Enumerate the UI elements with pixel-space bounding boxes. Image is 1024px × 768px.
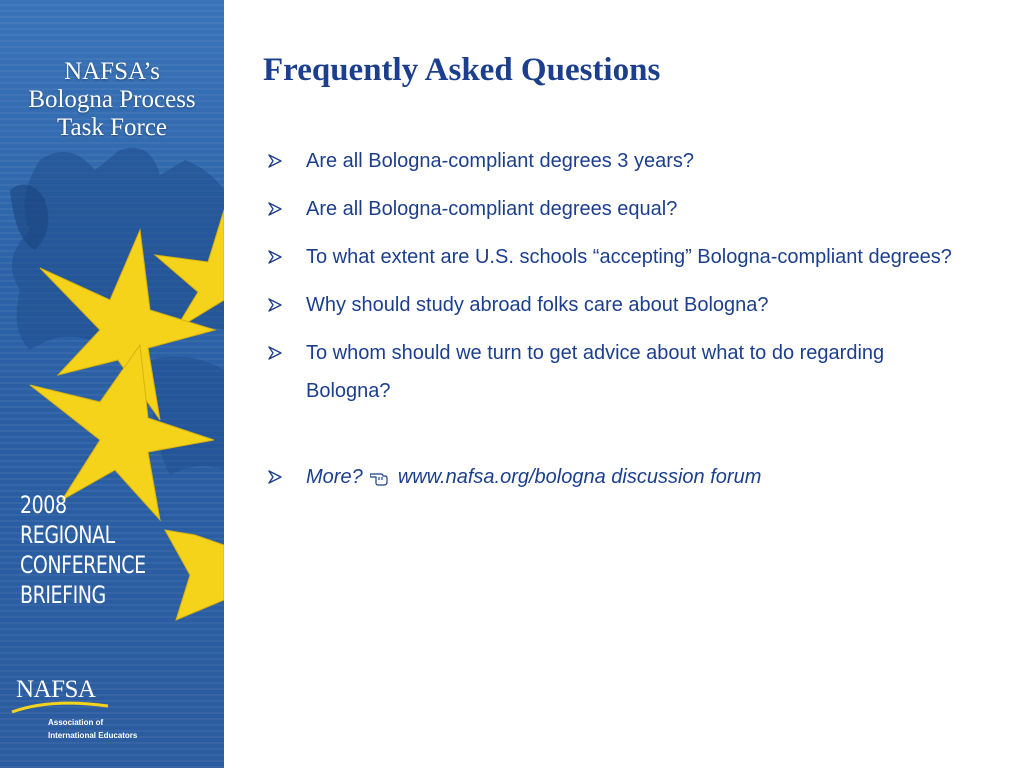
- conference-label-line: 2008: [20, 491, 67, 519]
- faq-list: [268, 142, 968, 509]
- pointing-hand-icon: [370, 461, 390, 499]
- conference-label-line: CONFERENCE: [20, 551, 146, 579]
- more-info-item: [268, 458, 968, 499]
- more-info-link[interactable]: www.nafsa.org/bologna discussion forum: [397, 466, 762, 488]
- conference-label-line: REGIONAL: [20, 521, 115, 549]
- more-info-text: [306, 458, 968, 499]
- more-info-prefix: More?: [306, 466, 363, 488]
- task-force-title-line: Task Force: [56, 114, 168, 141]
- task-force-title-line: NAFSA’s: [64, 58, 160, 85]
- arrow-bullet-icon: [268, 458, 288, 496]
- faq-item: [268, 286, 968, 324]
- faq-item-text: To what extent are U.S. schools “accepting” Bologna-compliant degrees?: [306, 246, 952, 268]
- faq-item-text: To whom should we turn to get advice about what to do regarding Bologna?: [306, 342, 885, 402]
- nafsa-logo-subtitle-line: Association of: [48, 718, 104, 727]
- arrow-bullet-icon: [268, 238, 288, 276]
- conference-label-line: BRIEFING: [20, 581, 106, 609]
- nafsa-logo-word: NAFSA: [16, 676, 96, 703]
- faq-item: [268, 190, 968, 228]
- arrow-bullet-icon: [268, 142, 288, 180]
- arrow-bullet-icon: [268, 334, 288, 372]
- sidebar-banner: [0, 0, 224, 768]
- slide-title: Frequently Asked Questions: [263, 52, 661, 88]
- nafsa-logo-subtitle: [48, 716, 137, 742]
- nafsa-logo-swoosh: [10, 700, 110, 716]
- arrow-bullet-icon: [268, 190, 288, 228]
- faq-item: [268, 334, 968, 410]
- nafsa-logo-subtitle-line: International Educators: [48, 731, 138, 740]
- arrow-bullet-icon: [268, 286, 288, 324]
- task-force-title-line: Bologna Process: [28, 86, 196, 113]
- faq-item-text: Are all Bologna-compliant degrees 3 years?: [306, 150, 694, 172]
- faq-item-text: Are all Bologna-compliant degrees equal?: [306, 198, 678, 220]
- faq-item: [268, 142, 968, 180]
- faq-item: [268, 238, 968, 276]
- conference-label: [20, 490, 146, 610]
- task-force-title: [0, 58, 224, 142]
- faq-item-text: Why should study abroad folks care about Bologna?: [306, 294, 769, 316]
